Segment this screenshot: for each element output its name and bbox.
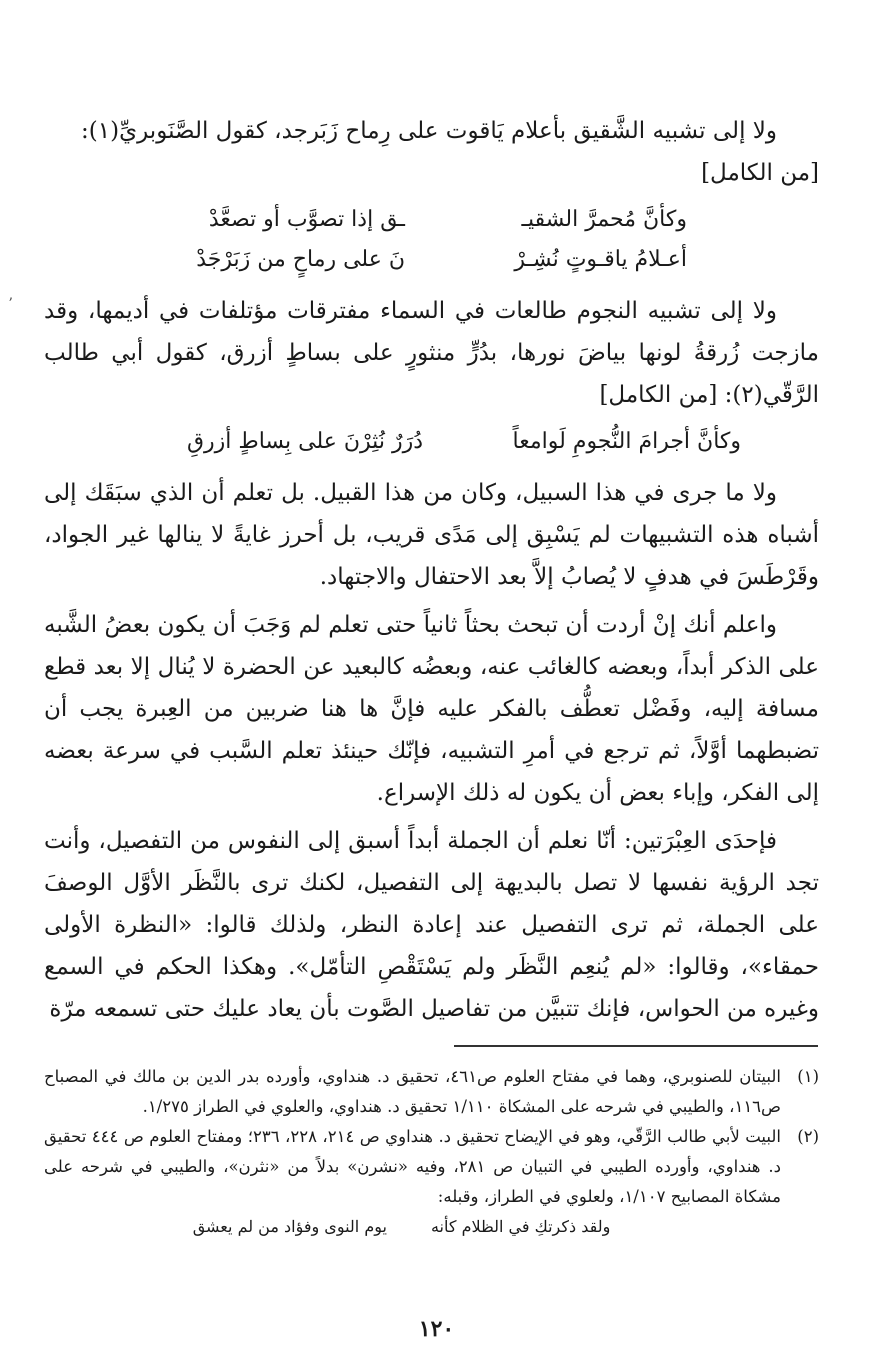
footnote-verse — [44, 1212, 759, 1242]
verse-hemistich-first: ولقد ذكرتكِ في الظلام كأنه — [430, 1217, 611, 1236]
verse-hemistich-second: نَ على رماحٍ من زَبَرْجَدْ — [196, 247, 405, 272]
footnote — [44, 1122, 819, 1212]
paragraph-1: ولا إلى تشبيه الشَّقيق بأعلام يَاقوت على رِماح زَبَرجد، كقول الصَّنَوبريِّ(١): — [81, 118, 777, 144]
paragraph-3: ولا ما جرى في هذا السبيل، وكان من هذا القبيل. بل تعلم أن الذي سبَقَك إلى أشباه هذه التشبيهات لم يَسْبِق إلى مَدًى قريب، بل أحرز غايةً لا ينالها غير الجواد، وقَرْطَسَ في هدفٍ لا يُصابُ إلاَّ بعد الاحتفال والاجتهاد. — [44, 480, 819, 590]
footnote-separator — [454, 1045, 818, 1047]
verse-line — [44, 240, 819, 280]
main-text — [44, 110, 819, 1036]
page-number: ١٢٠ — [418, 1316, 455, 1342]
footnote-text: البيت لأبي طالب الرَّقّي، وهو في الإيضاح تحقيق د. هنداوي ص ٢١٤، ٢٢٨، ٢٣٦؛ ومفتاح العلوم ص ٤٤٤ تحقيق د. هنداوي، وأورده الطيبي في التبيان ص ٢٨١، وفيه «نشرن» بدلاً من «نثرن»، والطيبي في شرحه على مشكاة المصابيح ١/١٠٧، ولعلوي في الطراز، وقبله: — [44, 1127, 781, 1206]
poem-1 — [44, 200, 819, 280]
meter-label: [من الكامل] — [701, 160, 819, 186]
verse-line — [44, 422, 819, 462]
footnote — [44, 1062, 819, 1122]
paragraph-5: فإحدَى العِبْرَتين: أنّا نعلم أن الجملة أبداً أسبق إلى النفوس من التفصيل، وأنت تجد الرؤية نفسها لا تصل بالبديهة إلى التفصيل، لكنك ترى بالنَّظَر الأوَّل الوصفَ على الجملة، ثم ترى التفصيل عند إعادة النظر، ولذلك قالوا: «النظرة الأولى حمقاء»، وقالوا: «لم يُنعِم النَّظَر ولم يَسْتَقْصِ التأمّل». وهكذا الحكم في السمع وغيره من الحواس، فإنك تتبيَّن من تفاصيل الصَّوت بأن يعاد عليك حتى تسمعه مرّة — [44, 828, 819, 1022]
verse-hemistich-second: دُرَرٌ نُثِرْنَ على بِساطٍ أزرقِ — [186, 429, 423, 454]
footnote-text: البيتان للصنوبري، وهما في مفتاح العلوم ص٤٦١، تحقيق د. هنداوي، وأورده بدر الدين بن مالك في المصباح ص١١٦، والطيبي في شرحه على المشكاة ١/١١٠ تحقيق د. هنداوي، والعلوي في الطراز ١/٢٧٥. — [44, 1067, 782, 1116]
paragraph-2: ولا إلى تشبيه النجوم طالعات في السماء مفترقات مؤتلفات في أديمها، وقد مازجت زُرقةُ لونها بياضَ نورها، بدُرٍّ منثورٍ على بساطٍ أزرق، كقول أبي طالب الرَّقّي(٢): [من الكامل] — [44, 298, 819, 408]
paragraph-4: واعلم أنك إنْ أردت أن تبحث بحثاً ثانياً حتى تعلم لم وَجَبَ أن يكون بعضُ الشَّبه على الذكر أبداً، وبعضه كالغائب عنه، وبعضُه كالبعيد عن الحضرة لا يُنال إلا بعد قطع مسافة إليه، وفَضْل تعطُّف بالفكر عليه فإنَّ ها هنا ضربين من العِبرة يجب أن تضبطهما أوَّلاً، ثم ترجع في أمرِ التشبيه، فإنّك حينئذ تعلم السَّبب في سرعة بعضه إلى الفكر، وإباء بعض أن يكون له ذلك الإسراع. — [44, 612, 819, 806]
footnotes — [44, 1062, 819, 1242]
verse-hemistich-second: ـق إذا تصوَّب أو تصعَّدْ — [208, 207, 405, 232]
margin-mark: ʼ — [8, 296, 13, 312]
footnote-number: (١) — [797, 1067, 819, 1086]
verse-hemistich-first: أعـلامُ ياقـوتٍ نُشِـرْ — [514, 247, 687, 272]
verse-hemistich-first: وكأنَّ مُحمرَّ الشقيـ — [521, 207, 687, 232]
verse-hemistich-second: يوم النوى وفؤاد من لم يعشق — [192, 1217, 387, 1236]
verse-line — [44, 200, 819, 240]
footnote-number: (٢) — [797, 1127, 819, 1146]
verse-hemistich-first: وكأنَّ أجرامَ النُّجومِ لَوامعاً — [512, 429, 741, 454]
poem-2 — [44, 422, 819, 462]
